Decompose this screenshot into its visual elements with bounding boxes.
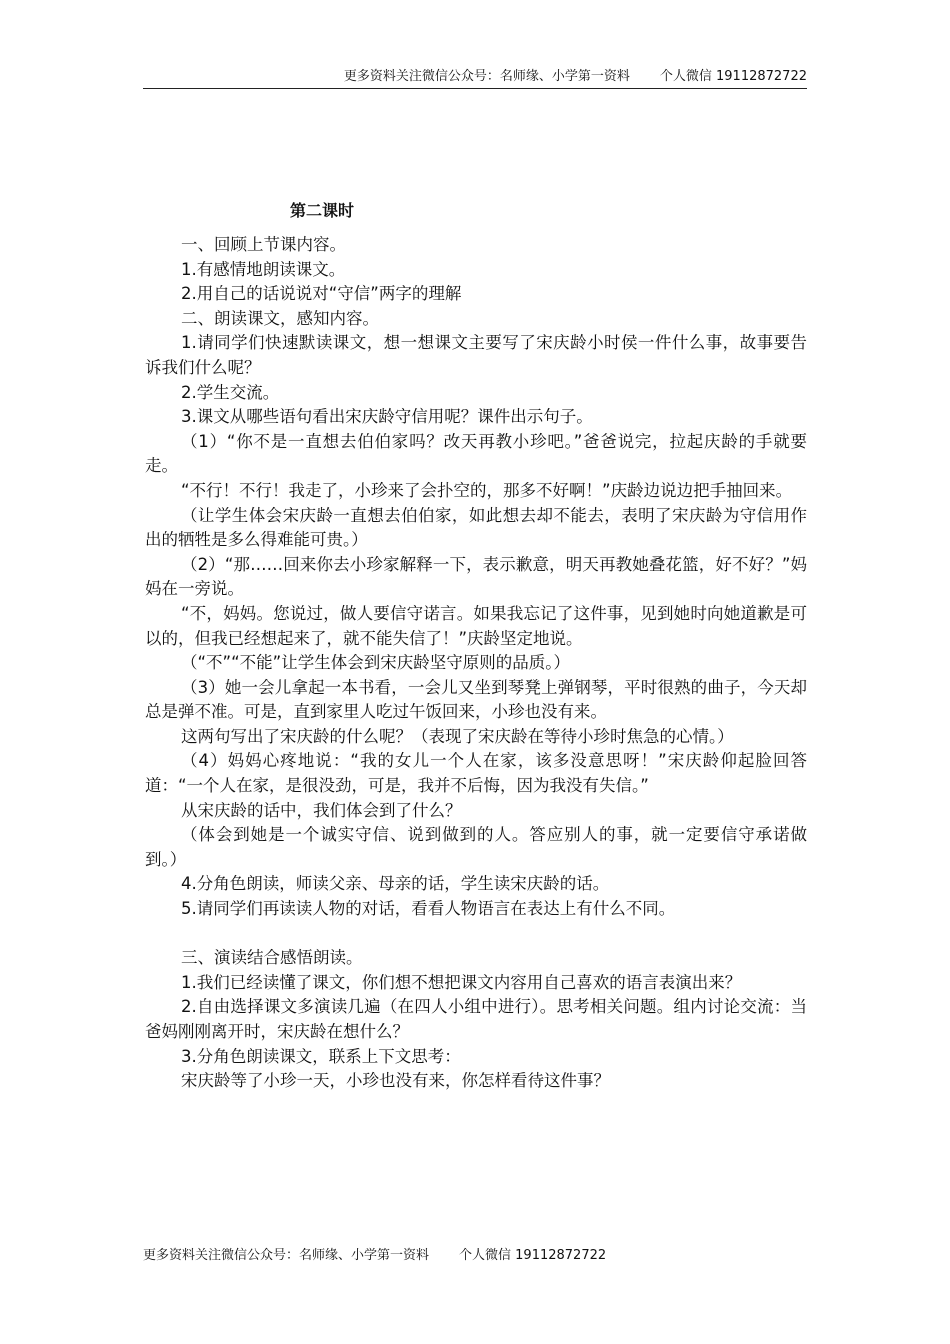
paragraph: （3）她一会儿拿起一本书看，一会儿又坐到琴凳上弹钢琴，平时很熟的曲子，今天却总是弹不准。可是，直到家里人吃过午饭回来，小珍也没有来。	[145, 677, 807, 722]
paragraph: 从宋庆龄的话中，我们体会到了什么？	[181, 800, 462, 820]
lesson-content	[145, 233, 807, 1094]
paragraph: 3.课文从哪些语句看出宋庆龄守信用呢？课件出示句子。	[181, 407, 593, 427]
paragraph: 宋庆龄等了小珍一天，小珍也没有来，你怎样看待这件事？	[181, 1071, 610, 1091]
paragraph: 2.自由选择课文多演读几遍（在四人小组中进行）。思考相关问题。组内讨论交流：当爸妈刚刚离开时，宋庆龄在想什么？	[145, 997, 807, 1041]
paragraph: 一、回顾上节课内容。	[181, 235, 346, 254]
paragraph: （4）妈妈心疼地说：“我的女儿一个人在家，该多没意思呀！”宋庆龄仰起脸回答道：“一个人在家，是很没劲，可是，我并不后悔，因为我没有失信。”	[145, 751, 807, 796]
paragraph: 1.有感情地朗读课文。	[181, 259, 346, 279]
paragraph: 1.请同学们快速默读课文，想一想课文主要写了宋庆龄小时侯一件什么事，故事要告诉我们什么呢？	[145, 333, 807, 377]
paragraph: 3.分角色朗读课文，联系上下文思考：	[181, 1046, 461, 1066]
paragraph: 5.请同学们再读读人物的对话，看看人物语言在表达上有什么不同。	[181, 899, 676, 919]
paragraph: 1.我们已经读懂了课文，你们想不想把课文内容用自己喜欢的语言表演出来？	[181, 972, 742, 992]
blank-line	[145, 922, 807, 947]
paragraph: （“不”“不能”让学生体会到宋庆龄坚守原则的品质。）	[181, 653, 570, 673]
paragraph: （2）“那……回来你去小珍家解释一下，表示歉意，明天再教她叠花篮，好不好？”妈妈在一旁说。	[145, 554, 807, 599]
lesson-title: 第二课时	[290, 201, 355, 220]
paragraph: 三、演读结合感悟朗读。	[181, 948, 363, 968]
footer-text: 更多资料关注微信公众号：名师缘、小学第一资料	[143, 1248, 430, 1263]
paragraph: 这两句写出了宋庆龄的什么呢？（表现了宋庆龄在等待小珍时焦急的心情。）	[181, 726, 734, 746]
footer-wechat: 个人微信 19112872722	[459, 1248, 607, 1263]
page-header	[143, 68, 807, 89]
paragraph: “不行！不行！我走了，小珍来了会扑空的，那多不好啊！”庆龄边说边把手抽回来。	[181, 480, 793, 500]
paragraph: 4.分角色朗读，师读父亲、母亲的话，学生读宋庆龄的话。	[181, 874, 610, 894]
paragraph: （让学生体会宋庆龄一直想去伯伯家，如此想去却不能去，表明了宋庆龄为守信用作出的牺牲是多么得难能可贵。）	[145, 505, 807, 550]
paragraph: （体会到她是一个诚实守信、说到做到的人。答应别人的事，就一定要信守承诺做到。）	[145, 825, 807, 869]
paragraph: 2.学生交流。	[181, 382, 280, 402]
paragraph: （1）“你不是一直想去伯伯家吗？改天再教小珍吧。”爸爸说完，拉起庆龄的手就要走。	[145, 431, 807, 476]
paragraph: “不，妈妈。您说过，做人要信守诺言。如果我忘记了这件事，见到她时向她道歉是可以的，但我已经想起来了，就不能失信了！”庆龄坚定地说。	[145, 603, 807, 648]
header-text: 更多资料关注微信公众号：名师缘、小学第一资料	[343, 69, 630, 84]
paragraph: 二、朗读课文，感知内容。	[181, 308, 379, 328]
page-footer	[143, 1247, 606, 1265]
header-wechat: 个人微信 19112872722	[659, 69, 807, 84]
paragraph: 2.用自己的话说说对“守信”两字的理解	[181, 284, 462, 304]
